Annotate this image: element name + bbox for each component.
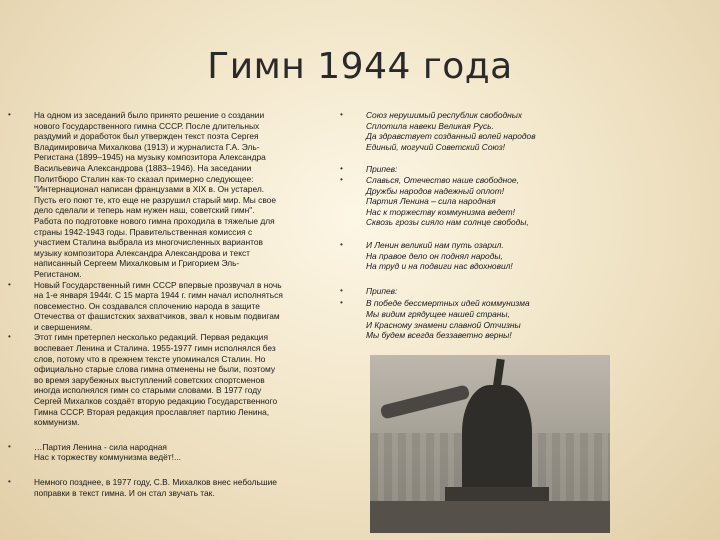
list-item — [340, 175, 590, 228]
verse-text: Славься, Отечество наше свободное, Дружбы народов надежный оплот! Партия Ленина – сила народная Нас к торжеству коммунизма ведет! Сквозь грозы сияло нам солнце свободы, — [366, 174, 529, 228]
verse-text: В победе бессмертных идей коммунизма Мы видим грядущее нашей страны, И Красному знамени славной Отчизны Мы будем всегда беззаветно верны! — [366, 298, 530, 341]
list-item — [340, 298, 590, 340]
bullet: • — [8, 332, 11, 342]
bullet: • — [8, 110, 11, 119]
paragraph-text: Новый Государственный гимн СССР впервые прозвучал в ночь на 1-е января 1944г. С 15 марта 1944 г. гимн начал исполняться повсеместно. Он создавался сплочению народа в защите Отечества от фашистских захватчиков, звал к новым подвигам и свершениям. — [34, 279, 283, 332]
bullet: • — [340, 164, 343, 174]
bullet: • — [8, 441, 11, 451]
slide-title: Гимн 1944 года — [207, 46, 513, 87]
bullet: • — [340, 285, 343, 295]
paragraph-text: …Партия Ленина - сила народная Нас к торжеству коммунизма ведёт!... — [34, 441, 181, 463]
list-item — [8, 110, 338, 280]
list-item — [340, 240, 590, 272]
bullet: • — [340, 298, 343, 308]
photo-ground — [370, 501, 610, 533]
list-item — [8, 332, 338, 427]
photo-scarf — [380, 384, 471, 419]
bullet: • — [8, 279, 11, 289]
bullet: • — [8, 477, 11, 486]
left-column — [8, 110, 338, 498]
bullet: • — [340, 174, 343, 184]
list-item — [8, 477, 338, 498]
bullet: • — [340, 110, 343, 119]
verse-text: Припев: — [366, 164, 398, 175]
list-item — [340, 286, 590, 297]
bullet: • — [340, 239, 343, 249]
statue-photo — [370, 355, 610, 533]
paragraph-text: Этот гимн претерпел несколько редакций. Первая редакция воспевает Ленина и Сталина. 1955-1977 гимн исполнялся без слов, потому что в прежнем тексте упоминался Сталин. Но официально старые слова гимна отменены не были, поэтому во время зарубежных выступлений советских спортсменов иногда исполнялся гимн со старыми словами. В 1977 году Сергей Михалков создаёт вторую редакцию Государственного Гимна СССР. Вторая редакция прославляет партию Ленина, коммунизм. — [34, 332, 278, 428]
verse-text: Союз нерушимый республик свободных Сплотила навеки Великая Русь. Да здравствует созданный волей народов Единый, могучий Советский Союз! — [366, 110, 536, 152]
verse-text: И Ленин великий нам путь озарил. На правое дело он поднял народы, На труд и на подвиги нас вдохновил! — [366, 239, 513, 272]
list-item — [340, 164, 590, 175]
list-item — [8, 442, 338, 463]
photo-statue — [462, 385, 532, 503]
right-column — [340, 110, 590, 341]
paragraph-text: Немного позднее, в 1977 году, С.В. Михалков внес небольшие поправки в текст гимна. И он стал звучать так. — [34, 477, 277, 498]
list-item — [340, 110, 590, 152]
list-item — [8, 280, 338, 333]
verse-text: Припев: — [366, 285, 398, 296]
paragraph-text: На одном из заседаний было принято решение о создании нового Государственного гимна СССР. После длительных раздумий и доработок был утвержден текст поэта Сергея Владимировича Михалкова (1913) и журналиста Г.А. Эль- Регистана (1899–1945) на музыку композитора Александра Васильевича Александрова (1883–1946). На заседании Политбюро Сталин как-то сказал примерно следующее: "Интернационал написан французами в XIX в. Он устарел. Пусть его поют те, кто еще не разрушил старый мир. Мы свое дело сделали и теперь нам нужен наш, советский гимн". Работа по подготовке нового гимна проходила в тяжелые для страны 1942-1943 годы. Правительственная комиссия с участием Сталина выбрала из многочисленных вариантов музыку композитора Александра Александрова и текст написанный Сергеем Михалковым и Григорием Эль- Регистаном. — [34, 110, 276, 279]
